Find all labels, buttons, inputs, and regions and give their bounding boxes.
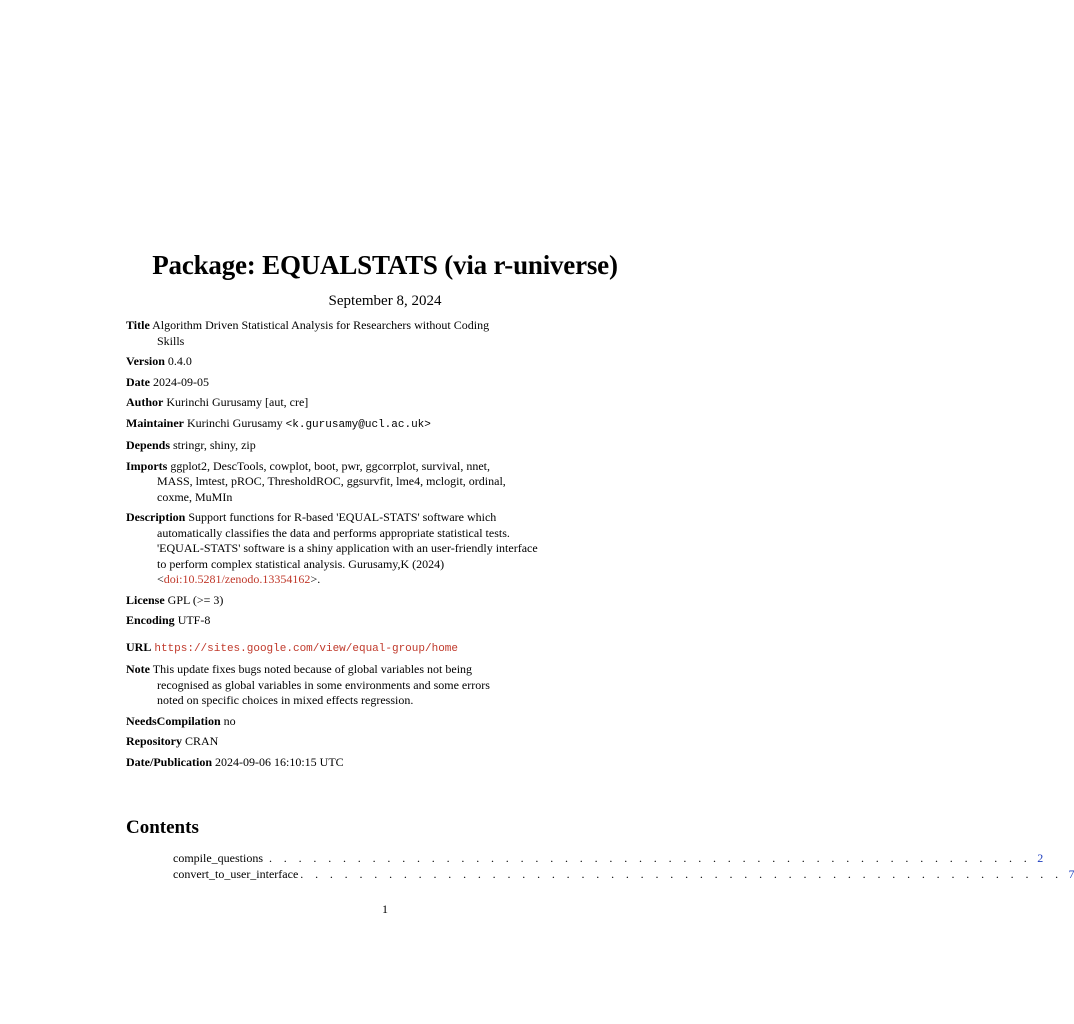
- contents-heading: Contents: [126, 817, 199, 838]
- url-link[interactable]: https://sites.google.com/view/equal-group/home: [154, 642, 458, 655]
- field-maintainer: [126, 416, 526, 434]
- field-value: 0.4.0: [167, 354, 192, 368]
- field-author: [126, 395, 526, 411]
- toc-entry-name[interactable]: compile_questions: [173, 851, 263, 865]
- field-value: Algorithm Driven Statistical Analysis for Researchers without Coding Skills: [152, 318, 490, 348]
- field-value: 2024-09-05: [153, 374, 209, 389]
- field-value: UTF-8: [177, 613, 211, 627]
- field-key: Repository: [126, 734, 182, 748]
- toc-entry[interactable]: [173, 851, 1044, 867]
- field-value: GPL (>= 3): [167, 592, 224, 607]
- field-key: URL: [126, 639, 152, 654]
- field-key: License: [126, 592, 165, 607]
- field-url: [126, 640, 526, 658]
- field-key: Maintainer: [126, 415, 184, 430]
- field-title: [126, 318, 502, 349]
- toc-entry-page[interactable]: 2: [1037, 851, 1044, 865]
- field-value: no: [223, 713, 236, 728]
- field-note: [126, 662, 507, 709]
- field-date-publication: [126, 755, 526, 771]
- table-of-contents: [173, 851, 1074, 883]
- field-version: [126, 354, 526, 370]
- toc-entry-page[interactable]: 7: [1068, 867, 1074, 881]
- field-value: Support functions for R-based 'EQUAL-STATS' software which automatically classifies the data and performs appropriate statistical tests. 'EQUAL-STATS' software is a shiny application with an user-friendly interface to perform complex statistical analysis. Gurusamy,K (2024)<: [157, 510, 538, 586]
- field-value: ggplot2, DescTools, cowplot, boot, pwr, ggcorrplot, survival, nnet, MASS, lmtest, pROC, ThresholdROC, ggsurvfit, lme4, mclogit, ordinal, coxme, MuMIn: [157, 458, 506, 504]
- field-needs-compilation: [126, 714, 526, 730]
- page-number: 1: [382, 902, 388, 916]
- toc-entry-name[interactable]: convert_to_user_interface: [173, 867, 299, 881]
- field-key: Date: [126, 374, 150, 389]
- field-key: Note: [126, 662, 150, 676]
- field-value: 2024-09-06 16:10:15 UTC: [215, 754, 344, 769]
- toc-leader-dots: . . . . . . . . . . . . . . . . . . . . . . . . . . . . . . . . . . . . . . . . . . . . . . . . . . . .: [300, 867, 1063, 881]
- toc-entry[interactable]: [173, 867, 1074, 883]
- field-key: Description: [126, 510, 186, 524]
- toc-leader-dots: . . . . . . . . . . . . . . . . . . . . . . . . . . . . . . . . . . . . . . . . . . . . . . . . . . . .: [269, 851, 1032, 865]
- field-key: Title: [126, 318, 150, 332]
- field-value: stringr, shiny, zip: [173, 438, 256, 452]
- doi-link[interactable]: doi:10.5281/zenodo.13354162: [163, 572, 311, 586]
- field-value: This update fixes bugs noted because of global variables not being recognised as global variables in some environments and some errors noted on specific choices in mixed effects regression.: [152, 662, 490, 707]
- field-key: Version: [126, 354, 165, 368]
- field-imports: [126, 459, 517, 506]
- package-title: Package: EQUALSTATS (via r-universe): [152, 250, 618, 280]
- field-encoding: [126, 613, 526, 629]
- field-value: Kurinchi Gurusamy: [187, 415, 283, 430]
- field-key: Imports: [126, 458, 168, 473]
- field-value-end: >.: [310, 572, 321, 586]
- document-date: September 8, 2024: [328, 293, 442, 309]
- field-description: [126, 510, 549, 588]
- field-key: NeedsCompilation: [126, 713, 221, 728]
- field-value: Kurinchi Gurusamy [aut, cre]: [166, 395, 309, 409]
- field-license: [126, 593, 526, 609]
- field-value: CRAN: [185, 734, 219, 748]
- package-fields: [126, 318, 538, 775]
- field-key: Author: [126, 395, 164, 409]
- field-depends: [126, 438, 526, 454]
- field-date: [126, 375, 526, 391]
- field-repository: [126, 734, 526, 750]
- field-key: Date/Publication: [126, 754, 212, 769]
- field-key: Encoding: [126, 613, 175, 627]
- field-key: Depends: [126, 438, 171, 452]
- maintainer-email: <k.gurusamy@ucl.ac.uk>: [285, 418, 431, 431]
